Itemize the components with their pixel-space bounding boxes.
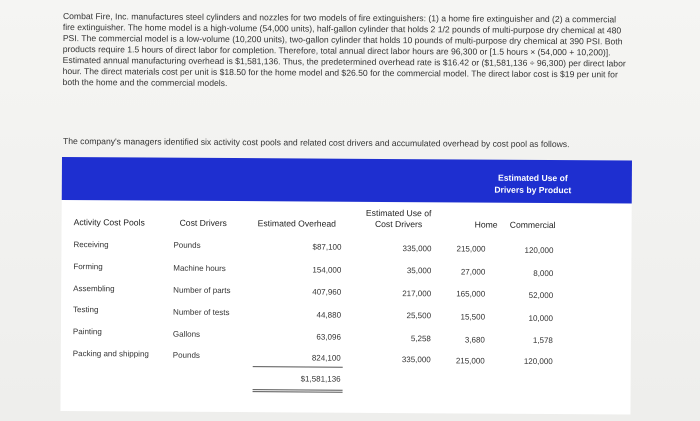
row-painting-driver: Gallons [172,329,201,339]
row-forming-overhead: 154,000 [312,265,342,275]
row-forming-commercial: 8,000 [533,268,554,279]
row-testing-driver: Number of tests [173,307,230,318]
row-testing-pool: Testing [73,305,99,315]
row-packing-pool: Packing and shipping [72,349,149,359]
row-painting-use: 5,258 [410,334,431,344]
row-receiving-home: 215,000 [456,244,486,254]
row-assembling-driver: Number of parts [173,285,231,296]
row-packing-use: 335,000 [401,355,431,365]
row-painting-pool: Painting [72,327,102,337]
row-receiving-commercial: 120,000 [524,245,554,256]
total-overhead: $1,581,136 [300,374,341,384]
row-assembling-use: 217,000 [402,289,432,299]
band-title-line1: Estimated Use of [497,172,568,184]
subtotal-rule [253,366,343,368]
row-forming-pool: Forming [73,262,103,272]
band-title-line2: Drivers by Product [494,184,572,196]
double-rule-bottom [253,391,343,393]
header-commercial: Commercial [509,219,556,231]
row-forming-use: 35,000 [406,266,432,276]
row-receiving-use: 335,000 [402,244,432,254]
header-estimated-use-line2: Cost Drivers [374,218,423,230]
row-painting-commercial: 1,578 [532,335,553,346]
row-assembling-pool: Assembling [73,284,115,294]
row-testing-overhead: 44,880 [316,310,342,320]
row-packing-driver: Pounds [172,350,200,360]
row-testing-home: 15,500 [460,312,486,322]
header-home: Home [474,219,498,230]
row-packing-commercial: 120,000 [523,356,553,367]
intro-paragraph: Combat Fire, Inc. manufactures steel cylinders and nozzles for two models of fire extinguishers: (1) a home fire extinguisher and (2) a commercial fire extinguisher. The home model is a high-volume (54,000 units), half-gallon cylinder that holds 2 1/2 pounds of multi-purpose dry chemical at 480 PSI. The commercial model is a low-volume (10,200 units), two-gallon cylinder that holds 10 pounds of multi-purpose dry chemical at 390 PSI. Both products require 1.5 hours of direct labor for completion. Therefore, total annual direct labor hours are 96,300 or [1.5 hours × (54,000 + 10,200)]. Estimated annual manufacturing overhead is $1,581,136. Thus, the predetermined overhead rate is $16.42 or ($1,581,136 ÷ 96,300) per direct labor hour. The direct materials cost per unit is $18.50 for the home model and $26.50 for the commercial model. The direct labor cost is $19 per unit for both the home and the commercial models. [62,11,626,89]
row-packing-overhead: 824,100 [311,353,341,363]
row-painting-home: 3,680 [464,335,485,345]
row-assembling-commercial: 52,000 [528,290,554,301]
row-testing-commercial: 10,000 [528,313,554,324]
header-estimated-use [354,208,444,231]
header-estimated-use-line1: Estimated Use of [365,207,432,219]
header-cost-drivers: Cost Drivers [179,217,227,229]
row-packing-home: 215,000 [455,356,485,366]
band-title [480,172,586,197]
row-receiving-driver: Pounds [173,240,201,250]
activity-cost-table [60,157,632,414]
row-receiving-overhead: $87,100 [312,242,342,252]
row-receiving-pool: Receiving [73,240,109,250]
row-assembling-home: 165,000 [456,289,486,299]
row-forming-driver: Machine hours [173,263,226,274]
row-testing-use: 25,500 [406,311,432,321]
row-forming-home: 27,000 [460,267,486,277]
header-activity-cost-pools: Activity Cost Pools [73,217,145,228]
row-painting-overhead: 63,096 [316,332,341,342]
lead-sentence: The company's managers identified six activity cost pools and related cost drivers and accumulated overhead by cost pool as follows. [62,136,570,150]
header-estimated-overhead: Estimated Overhead [257,218,336,229]
row-assembling-overhead: 407,960 [312,287,342,297]
